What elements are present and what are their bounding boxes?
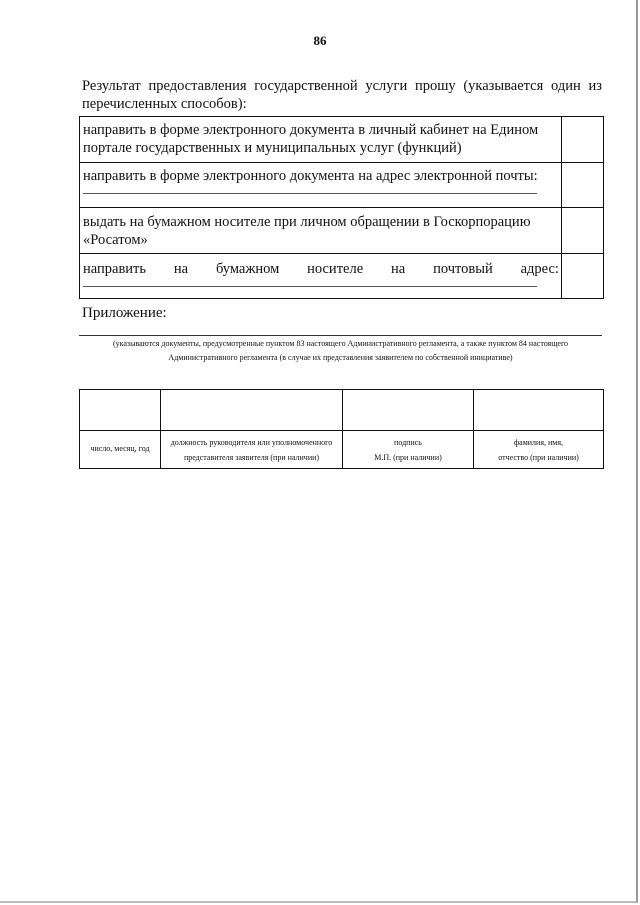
option-word: на [173, 261, 189, 277]
full-name-label [474, 431, 603, 465]
option-checkbox-postal[interactable] [561, 254, 603, 298]
option-checkbox-email[interactable] [561, 163, 603, 207]
attachment-note [79, 337, 602, 365]
full-name-label-line: фамилия, имя, [513, 438, 564, 447]
position-label [161, 431, 342, 465]
option-text-line: портале государственных и муниципальных услуг (функций) [83, 140, 462, 156]
option-text-line: направить в форме электронного документа в личный кабинет на Едином [83, 122, 539, 138]
option-text: направить в форме электронного документа на адрес электронной почты: [83, 168, 538, 184]
option-row-email [80, 163, 603, 208]
attachment-note-line: Административного регламента (в случае их представления заявителем по собственной инициативе) [168, 353, 513, 362]
position-entry-field[interactable] [161, 390, 342, 431]
position-cell [161, 390, 343, 468]
option-text-line: «Росатом» [83, 232, 148, 248]
option-text [83, 121, 559, 157]
intro-word: государственной [254, 78, 358, 94]
intro-word: Результат [82, 78, 141, 94]
attachment-fill-line[interactable] [79, 335, 602, 336]
option-word: почтовый [433, 261, 493, 277]
intro-line-1 [82, 77, 602, 95]
signature-label-line: подпись [394, 438, 422, 447]
postal-address-fill-line[interactable] [83, 286, 537, 287]
position-label-line: представителя заявителя (при наличии) [183, 453, 320, 462]
signature-cell [343, 390, 474, 468]
signature-label-line: М.П. (при наличии) [374, 453, 442, 462]
email-fill-line[interactable] [83, 193, 537, 194]
date-label: число, месяц, год [90, 444, 150, 453]
option-word: носителе [307, 261, 364, 277]
option-checkbox-paper-in-person[interactable] [561, 208, 603, 253]
option-row-personal-cabinet [80, 117, 603, 163]
intro-word: прошу [414, 78, 456, 94]
intro-text [82, 77, 602, 113]
option-text-line: выдать на бумажном носителе при личном обращении в Госкорпорацию [83, 214, 531, 230]
option-row-paper-in-person [80, 208, 603, 254]
delivery-options-table [79, 116, 604, 299]
intro-word: предоставления [148, 78, 247, 94]
date-cell [80, 390, 161, 468]
option-word: направить [83, 261, 147, 277]
intro-word: (указывается [463, 78, 544, 94]
option-checkbox-personal-cabinet[interactable] [561, 117, 603, 162]
intro-word: один [551, 78, 581, 94]
attachment-note-line: (указываются документы, предусмотренные пунктом 83 настоящего Административного регламента, а также пунктом 84 настоящего [112, 339, 569, 348]
intro-line-2: перечисленных способов): [82, 96, 247, 112]
full-name-label-line: отчество (при наличии) [498, 453, 579, 462]
option-word: бумажном [215, 261, 280, 277]
signature-entry-field[interactable] [343, 390, 473, 431]
option-row-postal [80, 254, 603, 298]
full-name-cell [474, 390, 603, 468]
position-label-line: должность руководителя или уполномоченного [170, 438, 333, 447]
page-number: 86 [313, 33, 327, 48]
signature-table [79, 389, 604, 469]
intro-word: услуги [365, 78, 408, 94]
full-name-entry-field[interactable] [474, 390, 603, 431]
attachment-label: Приложение: [82, 305, 167, 321]
option-text [83, 260, 559, 278]
option-word: на [391, 261, 406, 277]
date-entry-field[interactable] [80, 390, 160, 431]
intro-word: из [588, 78, 602, 94]
option-word: адрес: [520, 261, 559, 277]
option-text [83, 213, 559, 249]
signature-label [343, 431, 473, 465]
